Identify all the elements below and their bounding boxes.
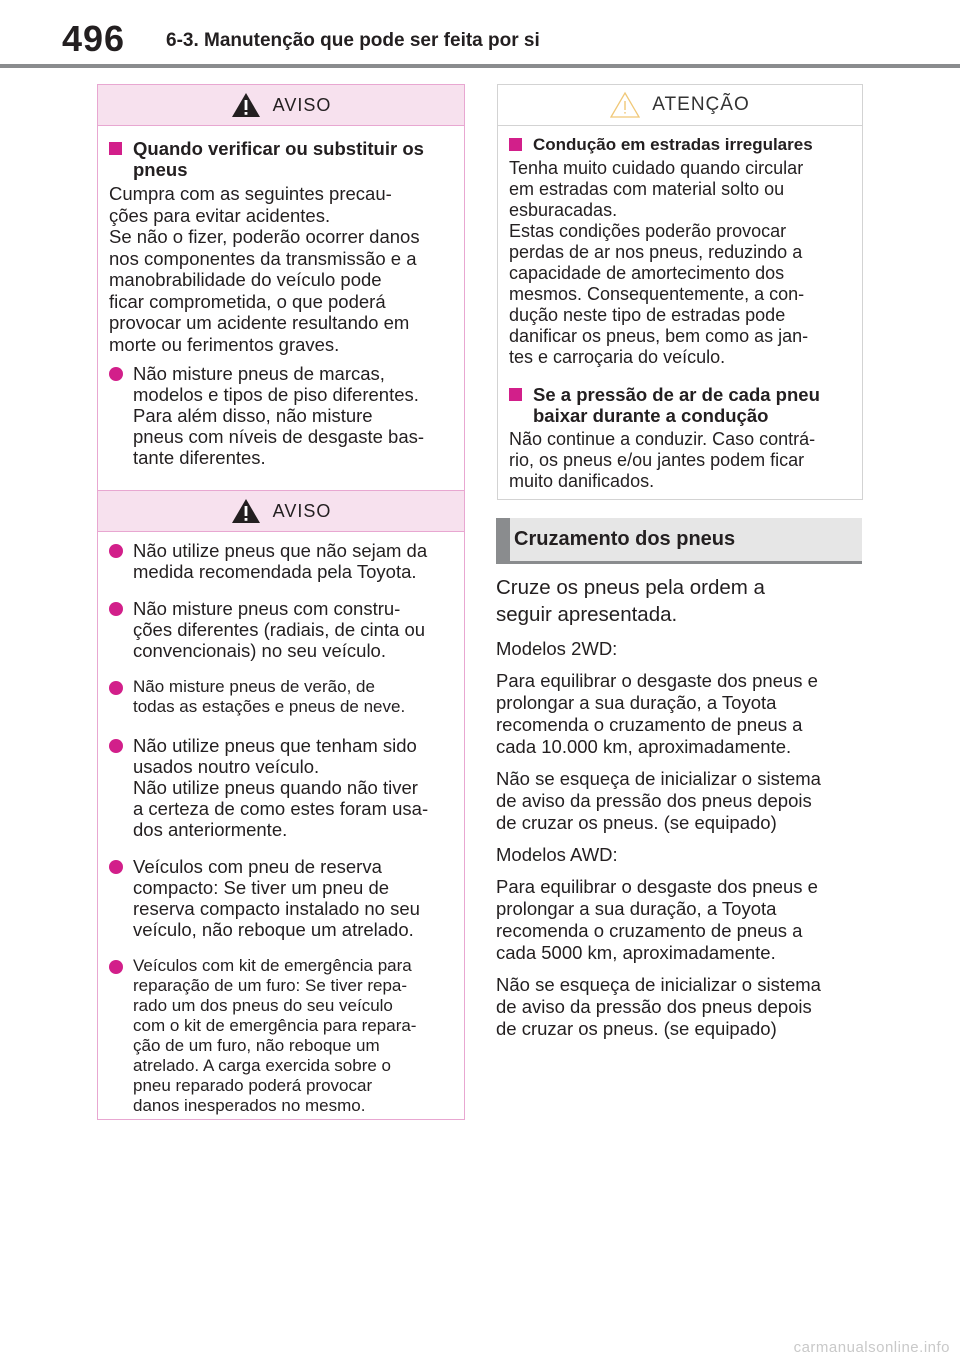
list-item: Não misture pneus com constru- ções diferentes (radiais, de cinta ou convencionais) no seu veículo. — [108, 598, 448, 661]
section-heading: Cruzamento dos pneus — [496, 518, 862, 564]
body-paragraph: Para equilibrar o desgaste dos pneus e prolongar a sua duração, a Toyota recomenda o cruzamento de pneus a cada 10.000 km, aproximadamente. — [496, 670, 818, 757]
watermark: carmanualsonline.info — [793, 1339, 950, 1356]
caution-paragraph: Não continue a conduzir. Caso contrá- rio, os pneus e/ou jantes podem ficar muito danificados. — [509, 429, 816, 491]
list-item: Não misture pneus de verão, de todas as estações e pneus de neve. — [108, 677, 448, 717]
warning-label: AVISO — [272, 94, 332, 115]
list-item: Não misture pneus de marcas, modelos e tipos de piso diferentes. Para além disso, não misture pneus com níveis de desgaste bas- tante diferentes. — [108, 363, 448, 468]
body-paragraph: Modelos 2WD: — [496, 638, 618, 659]
list-item: Não utilize pneus que tenham sido usados noutro veículo. Não utilize pneus quando não tiver a certeza de como estes foram usa- dos anteriormente. — [108, 735, 448, 840]
caution-label: ATENÇÃO — [652, 94, 750, 115]
list-item: Veículos com pneu de reserva compacto: Se tiver um pneu de reserva compacto instalado no seu veículo, não reboque um atrelado. — [108, 856, 448, 940]
body-paragraph: Para equilibrar o desgaste dos pneus e prolongar a sua duração, a Toyota recomenda o cruzamento de pneus a cada 5000 km, aproximadamente. — [496, 876, 818, 963]
caution-subheading: Se a pressão de ar de cada pneu baixar durante a condução — [508, 384, 846, 426]
square-bullet-icon — [109, 142, 122, 155]
body-paragraph: Modelos AWD: — [496, 844, 618, 865]
section-title: 6-3. Manutenção que pode ser feita por si — [166, 30, 540, 51]
page-header — [0, 0, 960, 70]
caution-box — [497, 84, 863, 500]
bullet-dot-icon — [109, 860, 123, 874]
bullet-dot-icon — [109, 544, 123, 558]
bullet-dot-icon — [109, 739, 123, 753]
main-content — [496, 574, 858, 1050]
caution-header — [498, 85, 862, 126]
caution-paragraph: Tenha muito cuidado quando circular em estradas com material solto ou esburacadas. Estas condições poderão provocar perdas de ar nos pneus, reduzindo a capacidade de amortecimento dos mesmos. Consequentemente, a con- dução neste tipo de estradas pode danificar os pneus, bem como as jan- tes e carroçaria do veículo. — [509, 158, 809, 367]
header-divider — [0, 64, 960, 68]
page-number: 496 — [62, 18, 126, 59]
warning-header — [98, 85, 464, 126]
warning-paragraph: Cumpra com as seguintes precau- ções para evitar acidentes. Se não o fizer, poderão ocorrer danos nos componentes da transmissão e a manobrabilidade do veículo pode ficar comprometida, o que poderá provocar um acidente resultando em morte ou ferimentos graves. — [109, 183, 420, 355]
square-bullet-icon — [509, 138, 522, 151]
list-item: Não utilize pneus que não sejam da medida recomendada pela Toyota. — [108, 540, 448, 582]
warning-box — [97, 84, 465, 1120]
body-paragraph: Não se esqueça de inicializar o sistema de aviso da pressão dos pneus depois de cruzar os pneus. (se equipado) — [496, 974, 821, 1039]
list-item: Veículos com kit de emergência para reparação de um furo: Se tiver repa- rado um dos pneus do seu veículo com o kit de emergência para repara- ção de um furo, não reboque um atrelado. A carga exercida sobre o pneu reparado poderá provocar danos inesperados no mesmo. — [108, 956, 448, 1116]
bullet-dot-icon — [109, 960, 123, 974]
warning-header-2 — [98, 490, 464, 532]
caution-triangle-icon — [610, 91, 640, 119]
bullet-dot-icon — [109, 602, 123, 616]
warning-label: AVISO — [272, 500, 332, 521]
square-bullet-icon — [509, 388, 522, 401]
bullet-dot-icon — [109, 681, 123, 695]
caution-subheading: Condução em estradas irregulares — [508, 134, 846, 155]
intro-text: Cruze os pneus pela ordem a seguir apresentada. — [496, 576, 765, 626]
warning-subheading: Quando verificar ou substituir os pneus — [108, 138, 448, 180]
warning-triangle-icon — [231, 91, 261, 119]
body-paragraph: Não se esqueça de inicializar o sistema de aviso da pressão dos pneus depois de cruzar os pneus. (se equipado) — [496, 768, 821, 833]
bullet-dot-icon — [109, 367, 123, 381]
warning-triangle-icon — [231, 497, 261, 525]
